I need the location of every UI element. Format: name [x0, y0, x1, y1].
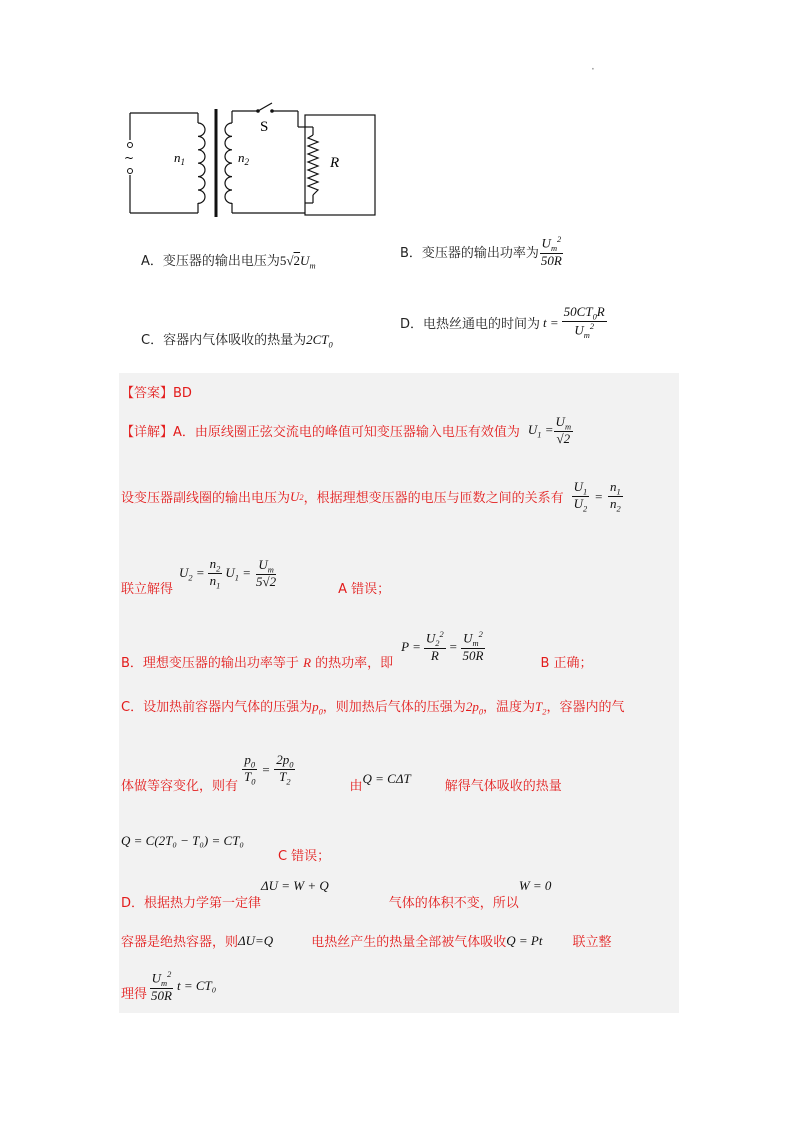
option-c-value: 2CT: [306, 332, 329, 347]
option-c-text: C．容器内气体吸收的热量为: [141, 333, 307, 348]
n1-label: $n_1$: [174, 150, 185, 167]
answer-label: 【答案】BD: [121, 386, 192, 401]
solution-panel: [119, 373, 679, 1013]
option-b-text: B．变压器的输出功率为: [400, 245, 539, 261]
turns-ratio-fraction-left: $\frac{U_1}{U_2}$: [573, 479, 588, 515]
detail-a-text: 【详解】A．由原线圈正弦交流电的峰值可知变压器输入电压有效值为: [121, 425, 520, 441]
detail-a-line: 【详解】A．由原线圈正弦交流电的峰值可知变压器输入电压有效值为 $U_1$ = $\frac{U_m}{√2}$: [121, 414, 572, 447]
detail-a-fraction: $\frac{U_m}{√2}$: [555, 414, 572, 447]
switch-blade: [258, 103, 272, 111]
switch-label: S: [260, 119, 269, 135]
line-d3: 理得 $\frac{U_m^2}{50R}$ t = CT₀: [121, 969, 217, 1003]
ac-symbol: ~: [124, 151, 135, 165]
transformer-circuit-diagram: [120, 95, 390, 225]
option-a: A．变压器的输出电压为$5√2U_m$: [141, 253, 316, 271]
heat-formula: Q = CΔT: [362, 770, 411, 786]
resistor-label: R: [330, 155, 340, 171]
option-a-var: U: [300, 253, 310, 268]
n2-label: $n_2$: [238, 150, 249, 167]
option-d-lhs: t =: [543, 314, 559, 330]
option-a-text: A．变压器的输出电压为: [141, 254, 280, 269]
option-c: C．容器内气体吸收的热量为$2CT_0$: [141, 332, 333, 350]
line-c2: 体做等容变化，则有 $\frac{p_0}{T_0}$ = $\frac{2p_0}{T_2}$ 由 Q = CΔT 解得气体吸收的热量: [121, 751, 562, 794]
secondary-coil: [225, 123, 232, 203]
line-b: B．理想变压器的输出功率等于 R 的热功率，即 P = $\frac{U_2^2}{R}$ = $\frac{U_m^2}{50R}$ B 正确；: [121, 629, 593, 671]
line-c3: Q = C(2T₀ − T₀) = CT₀ C 错误；: [121, 833, 331, 864]
terminal-top: [128, 143, 133, 148]
option-d-fraction: $\frac{50CT_0R}{U_m^2}$: [563, 304, 605, 341]
primary-coil: [198, 123, 205, 203]
option-a-root: 2: [293, 253, 301, 268]
line-c: C．设加热前容器内气体的压强为$p_0$，则加热后气体的压强为$2p_0$，温度为$T_2$，容器内的气: [121, 699, 625, 717]
option-d-text: D．电热丝通电的时间为: [400, 317, 541, 333]
option-a-coef: 5: [279, 253, 287, 268]
terminal-bottom: [128, 169, 133, 174]
solve-line: 联立解得 $U_2$ = $\frac{n_2}{n_1}$ $U_1$ = $\frac{U_m}{5√2}$ A 错误；: [121, 555, 391, 597]
corner-mark: ·: [591, 62, 595, 76]
option-b-fraction: $\frac{U_m^2}{50R}$: [540, 234, 562, 268]
option-d: [400, 305, 607, 340]
turns-ratio-fraction-right: $\frac{n_1}{n_2}$: [610, 479, 621, 515]
resistor-zigzag: [308, 135, 318, 195]
voltage-relation-line: 设变压器副线圈的输出电压为 U 2 ，根据理想变压器的电压与匝数之间的关系有 $\frac{U_1}{U_2}$ = $\frac{n_1}{n_2}$: [121, 479, 621, 515]
line-d2: 容器是绝热容器，则 ΔU=Q 电热丝产生的热量全部被气体吸收 Q = Pt 联立整: [121, 932, 612, 950]
option-a-var-sub: m: [309, 260, 316, 271]
option-b: [400, 235, 564, 267]
line-d: D．根据热力学第一定律 ΔU = W + Q 气体的体积不变，所以 W = 0: [121, 878, 552, 911]
